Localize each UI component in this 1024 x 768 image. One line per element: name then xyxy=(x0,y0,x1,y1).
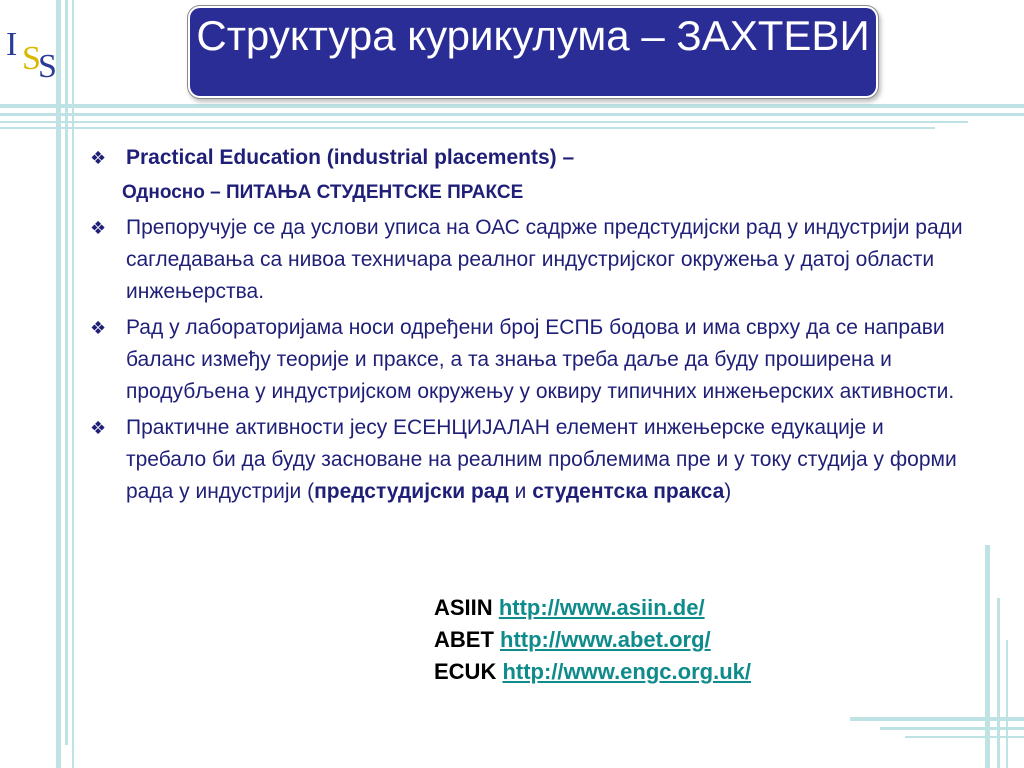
decor-line-top-1 xyxy=(0,104,1024,108)
decor-line-right-3 xyxy=(1006,640,1008,768)
decor-line-left-2 xyxy=(65,0,68,745)
decor-line-top-2 xyxy=(0,113,1024,116)
reference-links xyxy=(434,592,751,688)
logo-letter-i: I xyxy=(6,26,18,63)
bullet-item-3 xyxy=(88,312,968,408)
decor-line-bottom-1 xyxy=(850,717,1024,721)
decor-line-bottom-3 xyxy=(905,736,1024,738)
slide-title: Структура курикулума – ЗАХТЕВИ xyxy=(196,12,870,59)
decor-line-right-1 xyxy=(985,545,990,768)
bullet-item-1 xyxy=(88,142,968,174)
logo-letter-s-blue: S xyxy=(38,48,57,85)
ref-abet-link[interactable]: http://www.abet.org/ xyxy=(500,627,711,652)
diamond-bullet-icon: ❖ xyxy=(90,418,107,438)
decor-line-bottom-2 xyxy=(880,727,1024,730)
ref-asiin-label: ASIIN xyxy=(434,595,493,620)
decor-line-top-4 xyxy=(0,127,935,129)
decor-line-right-2 xyxy=(997,598,1000,768)
bullet-item-1-subline: Односно – ПИТАЊА СТУДЕНТСКЕ ПРАКСЕ xyxy=(122,182,524,203)
ref-abet xyxy=(434,624,751,656)
bullet-item-4-bold-b: студентска пракса xyxy=(532,480,725,503)
bullet-list xyxy=(88,142,968,508)
bullet-item-2 xyxy=(88,212,968,308)
bullet-item-4-text-c: ) xyxy=(724,480,732,503)
ref-ecuk-label: ECUK xyxy=(434,659,497,684)
title-banner xyxy=(190,8,876,96)
decor-line-top-3 xyxy=(0,121,968,123)
diamond-bullet-icon: ❖ xyxy=(90,148,107,168)
diamond-bullet-icon: ❖ xyxy=(90,318,107,338)
bullet-item-3-text: Рад у лабораторијама носи одређени број ЕСПБ бодова и има сврху да се направи баланс између теорије и праксе, а та знања треба даље да буду проширена и продубљена у индустријском окружењу у оквиру типичних инжењерских активности. xyxy=(126,316,955,403)
bullet-item-1-text: Practical Education (industrial placements) – xyxy=(126,146,575,169)
bullet-item-4-text-b: и xyxy=(508,480,533,503)
ref-ecuk-link[interactable]: http://www.engc.org.uk/ xyxy=(502,659,751,684)
ref-asiin xyxy=(434,592,751,624)
bullet-item-4 xyxy=(88,412,968,508)
ref-asiin-link[interactable]: http://www.asiin.de/ xyxy=(498,595,705,620)
bullet-item-4-text-a: Практичне активности јесу ЕСЕНЦИЈАЛАН елемент инжењерске едукације и требало би да буду засноване на реалним проблемима пре и у току студија у форми рада у индустрији ( xyxy=(126,416,957,503)
bullet-item-4-bold-a: предстудијски рад xyxy=(314,480,509,503)
diamond-bullet-icon: ❖ xyxy=(90,218,107,238)
ref-ecuk xyxy=(434,656,751,688)
bullet-item-2-text: Препоручује се да услови уписа на ОАС садрже предстудијски рад у индустрији ради сагледавања са нивоа техничара реалног индустријског окружења у датој области инжењерства. xyxy=(126,216,963,303)
iss-logo xyxy=(4,24,64,86)
ref-abet-label: ABET xyxy=(434,627,494,652)
logo-letter-s-yellow: S xyxy=(22,40,41,77)
